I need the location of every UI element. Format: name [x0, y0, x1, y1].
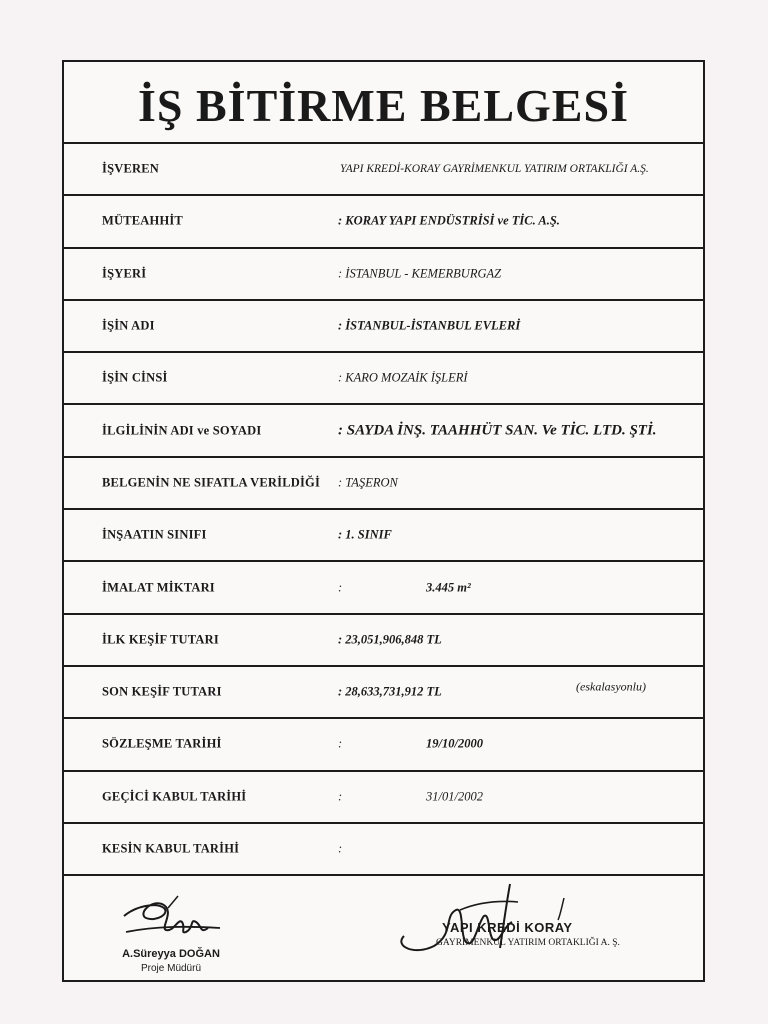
row-value: : 23,051,906,848 TL — [338, 632, 442, 647]
signer-name: A.Süreyya DOĞAN — [122, 948, 220, 961]
row-value: : İSTANBUL - KEMERBURGAZ — [338, 266, 502, 281]
signature-left — [96, 888, 246, 974]
signature-area — [64, 876, 703, 1019]
row-kesin-kabul — [64, 824, 703, 876]
row-value: : — [338, 580, 343, 595]
row-imalat-miktari — [64, 562, 703, 614]
row-value: YAPI KREDİ-KORAY GAYRİMENKUL YATIRIM ORTAKLIĞI A.Ş. — [340, 163, 649, 176]
row-isin-cinsi — [64, 353, 703, 405]
row-label: SÖZLEŞME TARİHİ — [102, 736, 222, 751]
stamp-company-subtitle: GAYRİMENKUL YATIRIM ORTAKLIĞI A. Ş. — [436, 938, 620, 949]
row-label: MÜTEAHHİT — [102, 213, 183, 228]
row-ilgilinin-adi — [64, 405, 703, 457]
row-label: İLK KEŞİF TUTARI — [102, 632, 219, 647]
row-label: KESİN KABUL TARİHİ — [102, 841, 240, 856]
row-ilk-kesif — [64, 615, 703, 667]
row-amount: 19/10/2000 — [426, 736, 483, 751]
row-label: BELGENİN NE SIFATLA VERİLDİĞİ — [102, 475, 321, 490]
row-amount: 31/01/2002 — [426, 789, 483, 804]
row-isin-adi — [64, 301, 703, 353]
row-label: İŞVEREN — [102, 161, 159, 176]
row-label: İMALAT MİKTARI — [102, 580, 215, 595]
row-belge-sifati — [64, 458, 703, 510]
signature-right — [394, 876, 654, 996]
row-gecici-kabul — [64, 772, 703, 824]
row-value: : — [338, 736, 343, 751]
row-value: : 1. SINIF — [338, 527, 392, 542]
title-box — [64, 62, 703, 144]
row-label: İNŞAATIN SINIFI — [102, 527, 207, 542]
row-isveren — [64, 144, 703, 196]
row-isyeri — [64, 249, 703, 301]
row-value: : SAYDA İNŞ. TAAHHÜT SAN. Ve TİC. LTD. ŞTİ. — [338, 422, 657, 439]
row-value: : 28,633,731,912 TL — [338, 684, 442, 699]
row-value: : KARO MOZAİK İŞLERİ — [338, 370, 468, 385]
row-value: : TAŞERON — [338, 475, 398, 490]
row-value: : İSTANBUL-İSTANBUL EVLERİ — [338, 318, 521, 333]
row-label: SON KEŞİF TUTARI — [102, 684, 222, 699]
handwritten-signature-left — [116, 888, 226, 946]
row-value: : — [338, 789, 343, 804]
signer-title: Proje Müdürü — [140, 963, 202, 975]
row-sozlesme-tarihi — [64, 719, 703, 771]
row-note: (eskalasyonlu) — [576, 679, 646, 694]
row-label: GEÇİCİ KABUL TARİHİ — [102, 789, 247, 804]
row-value: : — [338, 841, 343, 856]
row-insaat-sinifi — [64, 510, 703, 562]
certificate-frame — [62, 60, 705, 982]
stamp-company-name: YAPI KREDİ KORAY — [442, 920, 573, 936]
row-muteahhit — [64, 196, 703, 248]
document-title: İŞ BİTİRME BELGESİ — [138, 79, 629, 131]
row-amount: 3.445 m² — [426, 580, 471, 595]
row-value: : KORAY YAPI ENDÜSTRİSİ ve TİC. A.Ş. — [338, 213, 560, 228]
field-rows — [64, 144, 703, 876]
row-label: İŞYERİ — [102, 266, 147, 281]
row-label: İŞİN CİNSİ — [102, 370, 168, 385]
row-son-kesif — [64, 667, 703, 719]
row-label: İŞİN ADI — [102, 318, 155, 333]
row-label: İLGİLİNİN ADI ve SOYADI — [102, 423, 262, 438]
